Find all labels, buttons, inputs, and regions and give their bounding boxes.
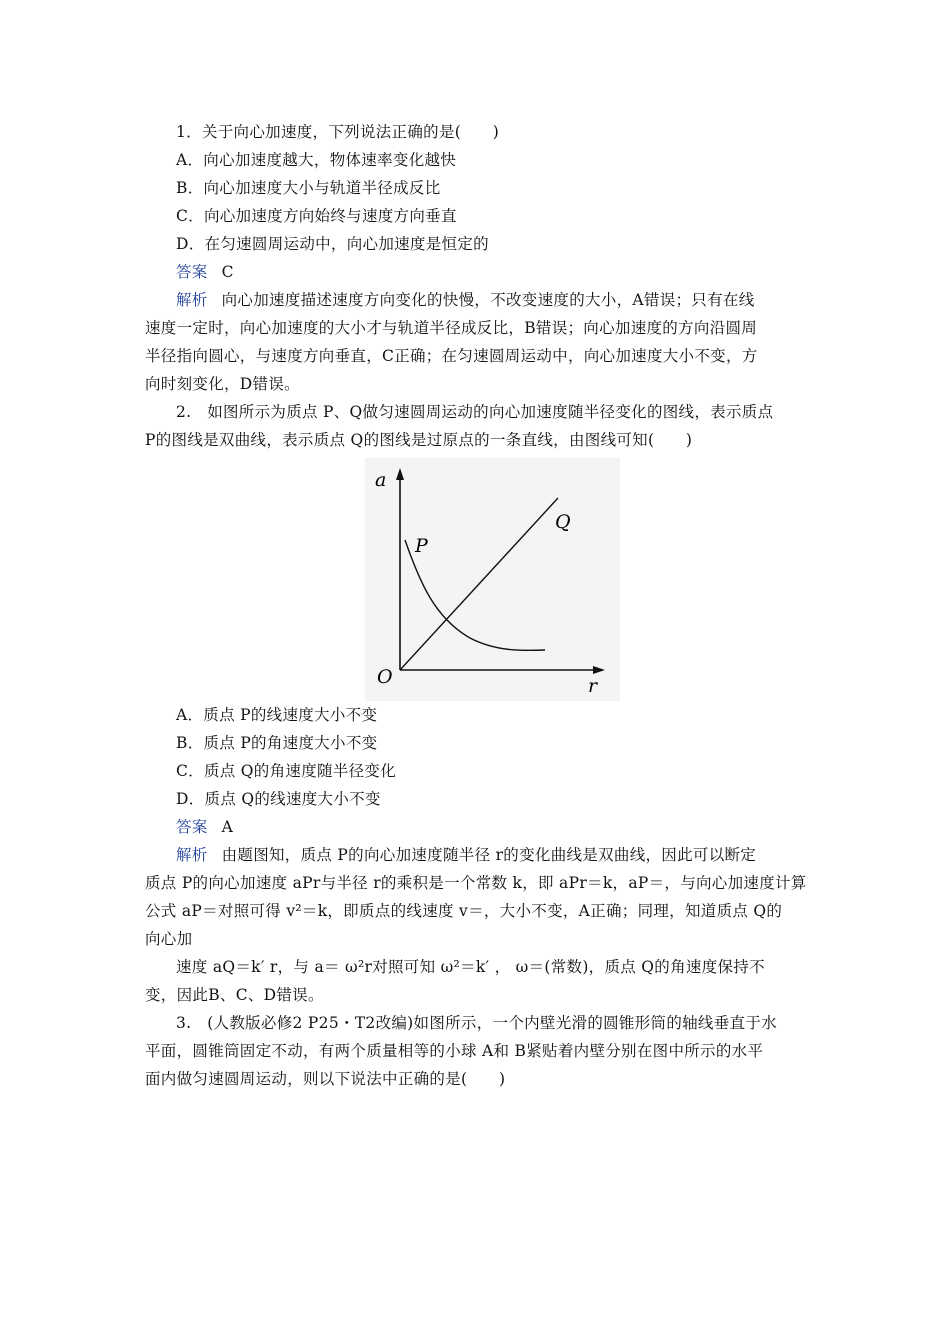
origin-label: O <box>377 666 393 688</box>
analysis-label: 解析 <box>176 291 208 309</box>
analysis-text: 向心加速度描述速度方向变化的快慢，不改变速度的大小，A错误；只有在线 <box>221 291 755 309</box>
axis-label-a: a <box>375 469 387 491</box>
q2-analysis-line <box>176 845 756 865</box>
q3-stem-line: 3. (人教版必修2 P25・T2改编)如图所示，一个内壁光滑的圆锥形筒的轴线垂直于水 <box>176 1014 777 1032</box>
q2-analysis-line: 质点 P的向心加速度 aPr与半径 r的乘积是一个常数 k，即 aPr＝k，aP＝，与向心加速度计算 <box>145 874 807 892</box>
q1-option-d: D．在匀速圆周运动中，向心加速度是恒定的 <box>176 235 489 253</box>
q1-analysis-line: 向时刻变化，D错误。 <box>145 375 300 393</box>
q1-option-c: C．向心加速度方向始终与速度方向垂直 <box>176 207 457 225</box>
q2-analysis-line: 公式 aP＝对照可得 v²＝k，即质点的线速度 v＝，大小不变，A正确；同理，知道质点 Q的 <box>145 902 783 920</box>
q1-analysis-line: 半径指向圆心，与速度方向垂直，C正确；在匀速圆周运动中，向心加速度大小不变，方 <box>145 347 758 365</box>
q2-analysis-line: 速度 aQ＝k′ r，与 a＝ ω²r对照可知 ω²＝k′ ， ω＝(常数)，质点 Q的角速度保持不 <box>176 958 765 976</box>
line-label-q: Q <box>555 511 571 533</box>
a-r-graph-figure <box>365 458 620 701</box>
q1-analysis-line: 速度一定时，向心加速度的大小才与轨道半径成反比，B错误；向心加速度的方向沿圆周 <box>145 319 758 337</box>
q3-stem-line: 面内做匀速圆周运动，则以下说法中正确的是( ) <box>145 1070 506 1088</box>
q3-stem-line: 平面，圆锥筒固定不动，有两个质量相等的小球 A和 B紧贴着内壁分别在图中所示的水平 <box>145 1042 764 1060</box>
q2-analysis-line: 向心加 <box>145 930 193 948</box>
q1-option-a: A．向心加速度越大，物体速率变化越快 <box>176 151 457 169</box>
q2-stem-line: P的图线是双曲线，表示质点 Q的图线是过原点的一条直线，由图线可知( ) <box>145 431 693 449</box>
q1-stem: 1．关于向心加速度，下列说法正确的是( ) <box>176 123 500 141</box>
curve-label-p: P <box>415 535 428 557</box>
answer-label: 答案 <box>176 263 208 281</box>
q2-option-b: B．质点 P的角速度大小不变 <box>176 734 378 752</box>
axis-label-r: r <box>588 675 598 697</box>
answer-value: C <box>221 263 234 281</box>
q2-stem-line: 2. 如图所示为质点 P、Q做匀速圆周运动的向心加速度随半径变化的图线，表示质点 <box>176 403 774 421</box>
q2-answer <box>176 817 233 837</box>
q1-answer <box>176 262 234 282</box>
answer-label: 答案 <box>176 818 208 836</box>
q1-analysis-line <box>176 290 755 310</box>
figure-background <box>365 458 620 701</box>
analysis-label: 解析 <box>176 846 208 864</box>
q1-option-b: B．向心加速度大小与轨道半径成反比 <box>176 179 441 197</box>
analysis-text: 由题图知，质点 P的向心加速度随半径 r的变化曲线是双曲线，因此可以断定 <box>221 846 757 864</box>
q2-option-a: A．质点 P的线速度大小不变 <box>176 706 378 724</box>
q2-option-d: D．质点 Q的线速度大小不变 <box>176 790 381 808</box>
answer-value: A <box>221 818 234 836</box>
q2-analysis-line: 变，因此B、C、D错误。 <box>145 986 324 1004</box>
q2-option-c: C．质点 Q的角速度随半径变化 <box>176 762 396 780</box>
